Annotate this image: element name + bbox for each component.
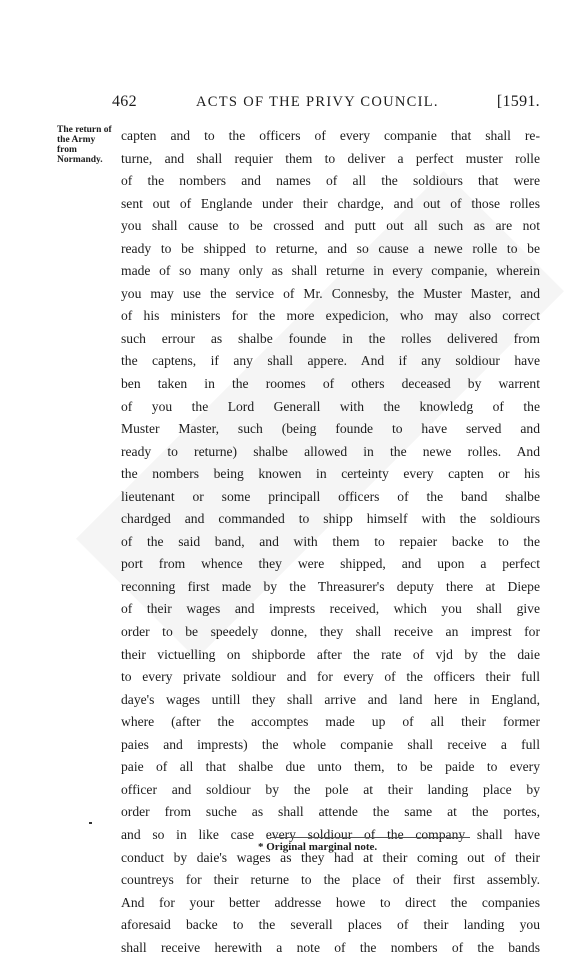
- body-text: [121, 125, 540, 959]
- text-line: And for your better addresse howe to direct the companies: [121, 894, 540, 910]
- text-line: chardged and commanded to shipp himself with the soldiours: [121, 511, 540, 527]
- text-line: countreys for their returne to the place of their first assembly.: [121, 872, 540, 888]
- text-line: the nombers being knowen in certeinty every capten or his: [121, 466, 540, 482]
- text-line: and so in like case every soldiour of the company shall have: [121, 826, 540, 842]
- text-line: lieutenant or some principall officers of the band shalbe: [121, 488, 540, 504]
- text-line: Muster Master, such (being founde to have served and: [121, 421, 540, 437]
- footnote: * Original marginal note.: [258, 841, 378, 853]
- text-line: you may use the service of Mr. Connesby, the Muster Master, and: [121, 285, 540, 301]
- text-line: of their wages and imprests received, which you shall give: [121, 601, 540, 617]
- text-line: of you the Lord Generall with the knowledg of the: [121, 398, 540, 414]
- text-line: sent out of Englande under their chardge, and out of those rolles: [121, 195, 540, 211]
- running-title: ACTS OF THE PRIVY COUNCIL.: [196, 94, 439, 110]
- text-line: shall receive herewith a note of the nombers of the bands: [121, 939, 540, 955]
- text-line: of his ministers for the more expedicion, who may also correct: [121, 308, 540, 324]
- text-line: order to be speedely donne, they shall receive an imprest for: [121, 624, 540, 640]
- text-line: ready to be shipped to returne, and so cause a newe rolle to be: [121, 240, 540, 256]
- text-line: capten and to the officers of every companie that shall re-: [121, 128, 540, 143]
- text-line: officer and soldiour by the pole at their landing place by: [121, 781, 540, 797]
- stray-mark: [89, 822, 92, 824]
- text-line: paies and imprests) the whole companie shall receive a full: [121, 736, 540, 752]
- text-line: reconning first made by the Threasurer's deputy there at Diepe: [121, 578, 540, 594]
- text-line: ready to returne) shalbe allowed in the newe rolles. And: [121, 443, 540, 459]
- text-line: turne, and shall requier them to deliver a perfect muster rolle: [121, 150, 540, 166]
- text-line: conduct by daie's wages as they had at their coming out of their: [121, 849, 540, 865]
- text-line: port from whence they were shipped, and upon a perfect: [121, 556, 540, 572]
- text-line: paie of all that shalbe due unto them, to be paide to every: [121, 759, 540, 775]
- text-line: the captens, if any shall appere. And if any soldiour have: [121, 353, 540, 369]
- text-line: order from suche as shall attende the same at the portes,: [121, 804, 540, 820]
- text-line: such errour as shalbe founde in the rolles delivered from: [121, 330, 540, 346]
- text-line: of the said band, and with them to repaier backe to the: [121, 533, 540, 549]
- text-line: their victuelling on shipborde after the rate of vjd by the daie: [121, 646, 540, 662]
- page-number: 462: [112, 93, 137, 110]
- text-line: of the nombers and names of all the soldiours that were: [121, 173, 540, 189]
- text-line: you shall cause to be crossed and putt out all such as are not: [121, 218, 540, 234]
- text-line: to every private soldiour and for every of the officers their full: [121, 669, 540, 685]
- text-line: aforesaid backe to the severall places of their landing you: [121, 917, 540, 933]
- text-line: made of so many only as shall returne in every companie, wherein: [121, 263, 540, 279]
- text-line: daye's wages untill they shall arrive and land here in England,: [121, 691, 540, 707]
- footnote-rule: [270, 837, 470, 838]
- running-header: [112, 93, 540, 113]
- marginal-note: The return of the Army from Normandy.: [57, 125, 112, 165]
- text-line: where (after the accomptes made up of all their former: [121, 714, 540, 730]
- header-year: [1591.: [496, 93, 540, 110]
- text-line: ben taken in the roomes of others deceased by warrent: [121, 376, 540, 392]
